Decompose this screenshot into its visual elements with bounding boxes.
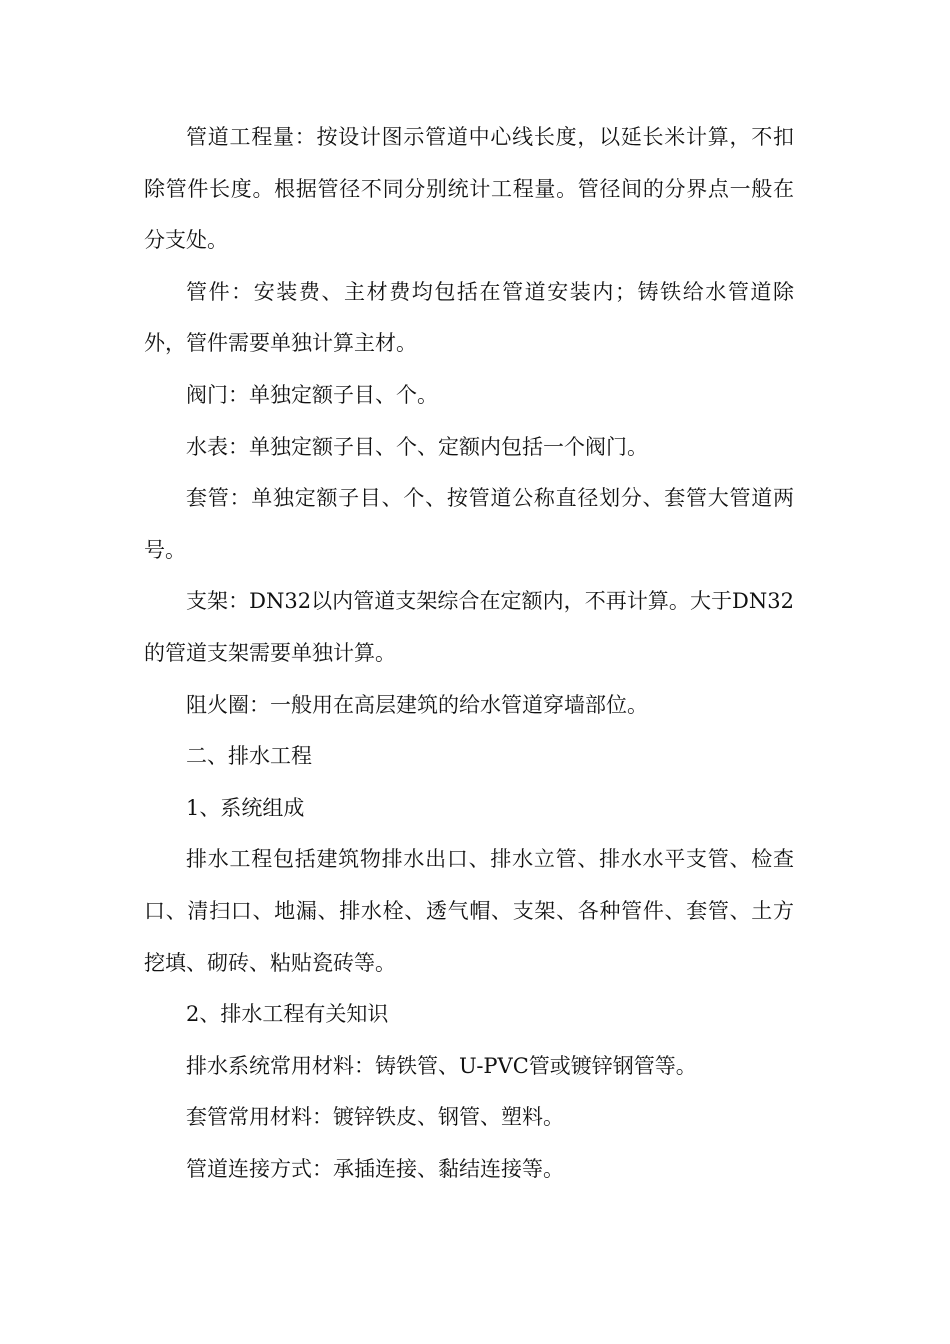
paragraph-pipe-quantity: 管道工程量：按设计图示管道中心线长度，以延长米计算，不扣除管件长度。根据管径不同分别统计工程量。管径间的分界点一般在分支处。 bbox=[144, 125, 794, 253]
subsection-heading-system: 1、系统组成 bbox=[186, 795, 305, 820]
document-body bbox=[144, 112, 794, 1195]
paragraph-supports: 支架：DN32以内管道支架综合在定额内，不再计算。大于DN32的管道支架需要单独计算。 bbox=[144, 589, 794, 665]
paragraph-sleeve-materials: 套管常用材料：镀锌铁皮、钢管、塑料。 bbox=[186, 1105, 564, 1130]
paragraph-water-meter: 水表：单独定额子目、个、定额内包括一个阀门。 bbox=[186, 434, 648, 459]
paragraph-fittings: 管件：安装费、主材费均包括在管道安装内；铸铁给水管道除外，管件需要单独计算主材。 bbox=[144, 279, 794, 356]
paragraph-valves: 阀门：单独定额子目、个。 bbox=[186, 382, 438, 407]
paragraph-drainage-components: 排水工程包括建筑物排水出口、排水立管、排水水平支管、检查口、清扫口、地漏、排水栓、透气帽、支架、各种管件、套管、土方挖填、砌砖、粘贴瓷砖等。 bbox=[144, 847, 794, 975]
paragraph-connection-methods: 管道连接方式：承插连接、黏结连接等。 bbox=[186, 1156, 564, 1181]
subsection-heading-knowledge: 2、排水工程有关知识 bbox=[186, 1002, 389, 1027]
paragraph-fire-collar: 阻火圈：一般用在高层建筑的给水管道穿墙部位。 bbox=[186, 692, 648, 717]
paragraph-drainage-materials: 排水系统常用材料：铸铁管、U-PVC管或镀锌钢管等。 bbox=[186, 1053, 697, 1078]
section-heading-drainage: 二、排水工程 bbox=[186, 744, 312, 769]
paragraph-sleeves: 套管：单独定额子目、个、按管道公称直径划分、套管大管道两号。 bbox=[144, 486, 794, 562]
